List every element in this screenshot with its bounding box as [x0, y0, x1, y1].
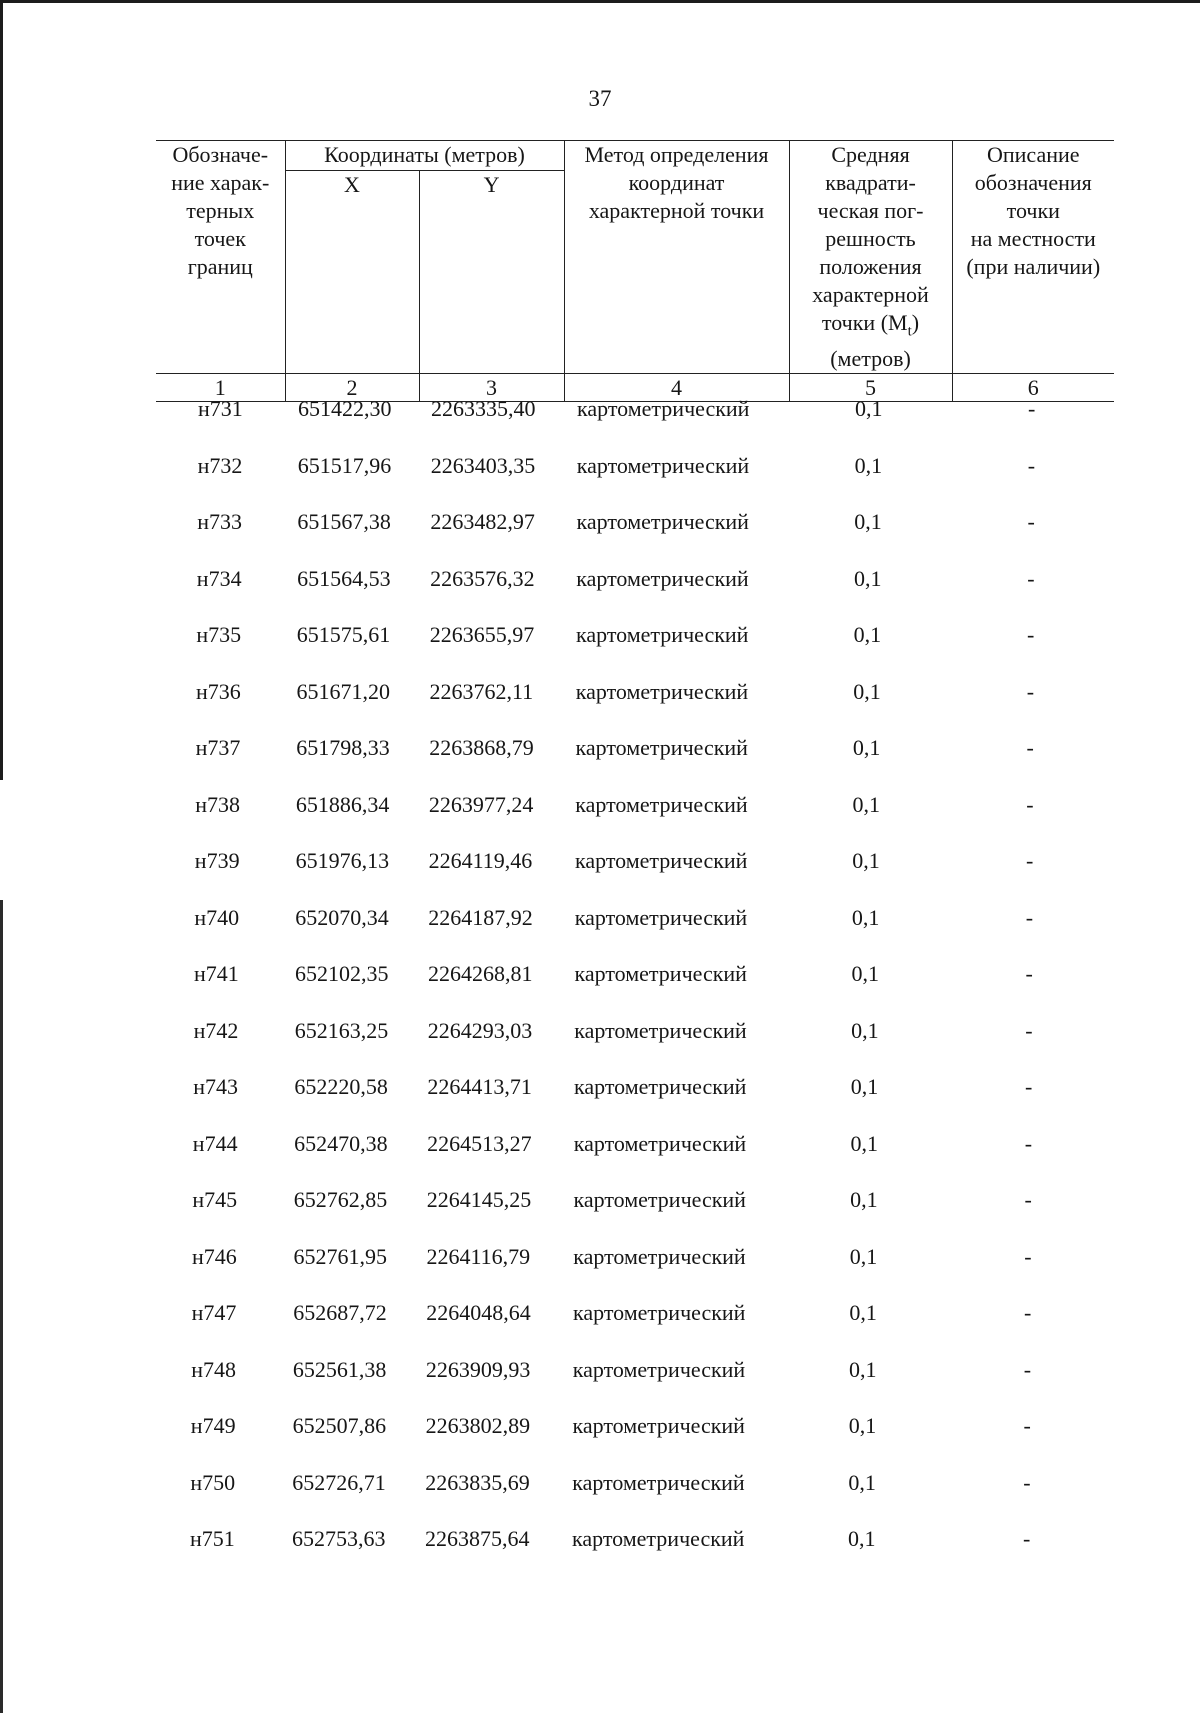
description: - [1027, 565, 1035, 591]
coord-x: 652507,86 [292, 1413, 387, 1438]
description: - [1026, 678, 1035, 704]
table-row [0, 507, 1200, 537]
description: - [1025, 1074, 1033, 1099]
error-value: 0,1 [848, 1469, 876, 1495]
method: картометрический [573, 1130, 747, 1156]
table-row [0, 1468, 1200, 1498]
coord-y: 2263802,89 [425, 1413, 531, 1438]
method: картометрический [574, 1017, 747, 1043]
error-value: 0,1 [852, 848, 880, 873]
point-id: н748 [191, 1356, 236, 1382]
description: - [1026, 791, 1034, 817]
coord-y: 2264119,46 [428, 848, 533, 873]
column-number-4: 4 [564, 374, 789, 402]
coord-y: 2263335,40 [431, 396, 536, 421]
column-number-1: 1 [156, 374, 285, 402]
column-number-5: 5 [789, 374, 952, 402]
table-row [0, 394, 1200, 424]
coord-x: 652753,63 [292, 1526, 386, 1551]
table-row [0, 1242, 1200, 1272]
description: - [1023, 1356, 1032, 1382]
method: картометрический [575, 735, 748, 760]
coord-y: 2263835,69 [425, 1469, 530, 1495]
description: - [1025, 961, 1033, 986]
coord-y: 2264187,92 [428, 904, 533, 930]
error-value: 0,1 [848, 1413, 877, 1438]
description: - [1024, 1130, 1033, 1156]
table-row [0, 620, 1200, 650]
coord-x: 651798,33 [296, 735, 390, 760]
point-id: н746 [192, 1243, 237, 1269]
error-value: 0,1 [851, 961, 879, 986]
description: - [1024, 1187, 1032, 1212]
error-value: 0,1 [855, 396, 883, 421]
coord-x: 652687,72 [293, 1300, 387, 1325]
table-row [0, 1129, 1200, 1159]
point-id: н735 [196, 622, 242, 647]
table-row [0, 677, 1200, 707]
header-mean-square-error: Средняя квадрати- ческая пог- решность положения характерной точки $(M_t)$ (метров) [789, 141, 952, 374]
table-row [0, 903, 1200, 933]
point-id: н734 [196, 565, 242, 591]
coord-x: 652070,34 [295, 904, 389, 930]
table-row [0, 1355, 1200, 1385]
coord-x: 652163,25 [294, 1017, 389, 1043]
method: картометрический [576, 622, 749, 647]
point-id: н744 [192, 1130, 238, 1156]
error-value: 0,1 [851, 904, 880, 930]
coord-y: 2264145,25 [426, 1187, 532, 1212]
error-value: 0,1 [854, 509, 882, 534]
point-id: н741 [194, 961, 239, 986]
method: картометрический [574, 961, 747, 986]
description: - [1027, 622, 1035, 647]
error-value: 0,1 [852, 791, 881, 817]
header-method: Метод определения координат характерной точки [564, 141, 789, 374]
error-value: 0,1 [848, 1526, 876, 1551]
point-id: н738 [195, 791, 240, 817]
coord-x: 651976,13 [295, 848, 390, 873]
table-row [0, 1298, 1200, 1328]
table-row [0, 1185, 1200, 1215]
coord-y: 2263868,79 [429, 735, 534, 760]
coord-y: 2263655,97 [429, 622, 535, 647]
coord-y: 2263403,35 [430, 452, 536, 478]
coord-y: 2263576,32 [430, 565, 535, 591]
method: картометрический [576, 565, 749, 591]
coord-y: 2264413,71 [427, 1074, 532, 1099]
description: - [1027, 452, 1036, 478]
error-value: 0,1 [849, 1243, 878, 1269]
coord-x: 652726,71 [292, 1469, 386, 1495]
coord-x: 652762,85 [293, 1187, 388, 1212]
coord-x: 651886,34 [295, 791, 390, 817]
method: картометрический [577, 396, 750, 421]
header-coordinates: Координаты (метров) [285, 141, 564, 171]
point-id: н750 [190, 1469, 236, 1495]
coord-x: 652761,95 [293, 1243, 387, 1269]
method: картометрический [576, 452, 750, 478]
method: картометрический [573, 1243, 746, 1269]
method: картометрический [572, 1413, 745, 1438]
coord-x: 651564,53 [297, 565, 391, 591]
error-value: 0,1 [849, 1356, 877, 1382]
coord-x: 652220,58 [294, 1074, 388, 1099]
point-id: н740 [194, 904, 240, 930]
point-id: н751 [190, 1526, 235, 1551]
method: картометрический [572, 1469, 745, 1495]
coord-y: 2264293,03 [427, 1017, 533, 1043]
description: - [1026, 735, 1034, 760]
method: картометрический [576, 509, 749, 534]
method: картометрический [575, 678, 749, 704]
point-id: н737 [195, 735, 241, 760]
header-table [156, 140, 1114, 402]
error-value: 0,1 [853, 565, 882, 591]
table-row [0, 733, 1200, 763]
method: картометрический [574, 1074, 747, 1099]
table-row [0, 790, 1200, 820]
description: - [1023, 1469, 1031, 1495]
table-row [0, 564, 1200, 594]
coord-y: 2263482,97 [430, 509, 535, 534]
header-description: Описание обозначения точки на местности (при наличии) [952, 141, 1114, 374]
coord-x: 651567,38 [297, 509, 391, 534]
point-id: н731 [198, 396, 243, 421]
error-value: 0,1 [850, 1187, 878, 1212]
description: - [1024, 1243, 1032, 1269]
coord-y: 2263977,24 [428, 791, 534, 817]
point-id: н747 [191, 1300, 237, 1325]
point-id: н732 [197, 452, 243, 478]
header-point-designation: Обозначе- ние харак- терных точек границ [156, 141, 285, 374]
coord-y: 2263875,64 [425, 1526, 530, 1551]
error-value: 0,1 [850, 1074, 879, 1099]
error-value: 0,1 [853, 678, 881, 704]
coord-x: 651671,20 [296, 678, 390, 704]
coord-x: 652561,38 [292, 1356, 387, 1382]
coord-x: 651517,96 [297, 452, 392, 478]
coord-x: 651422,30 [298, 396, 392, 421]
description: - [1028, 396, 1036, 421]
table-row [0, 451, 1200, 481]
method: картометрический [575, 848, 748, 873]
description: - [1023, 1413, 1031, 1438]
coord-x: 652102,35 [295, 961, 389, 986]
table-header [156, 140, 1114, 402]
table-row [0, 959, 1200, 989]
coord-y: 2263762,11 [429, 678, 534, 704]
description: - [1027, 509, 1035, 534]
column-number-3: 3 [419, 374, 564, 402]
coord-x: 651575,61 [296, 622, 391, 647]
error-value: 0,1 [850, 1130, 878, 1156]
point-id: н745 [192, 1187, 238, 1212]
point-id: н742 [193, 1017, 239, 1043]
description: - [1025, 904, 1034, 930]
table-row [0, 846, 1200, 876]
error-value: 0,1 [851, 1017, 879, 1043]
point-id: н743 [193, 1074, 238, 1099]
point-id: н733 [197, 509, 242, 534]
coord-y: 2263909,93 [425, 1356, 531, 1382]
error-value: 0,1 [853, 622, 882, 647]
header-y: Y [419, 170, 564, 373]
table-row [0, 1072, 1200, 1102]
scan-edge-left [0, 0, 3, 780]
description: - [1025, 1017, 1033, 1043]
coord-y: 2264116,79 [426, 1243, 531, 1269]
method: картометрический [573, 1187, 746, 1212]
method: картометрический [575, 791, 748, 817]
description: - [1023, 1526, 1031, 1551]
point-id: н749 [190, 1413, 236, 1438]
coord-y: 2264268,81 [428, 961, 533, 986]
column-number-2: 2 [285, 374, 419, 402]
coord-y: 2264048,64 [426, 1300, 531, 1325]
table-row [0, 1524, 1200, 1554]
point-id: н739 [194, 848, 240, 873]
method: картометрический [574, 904, 748, 930]
method: картометрический [573, 1300, 746, 1325]
scan-edge-top [0, 0, 1200, 3]
error-value: 0,1 [849, 1300, 877, 1325]
column-number-6: 6 [952, 374, 1114, 402]
description: - [1026, 848, 1034, 873]
point-id: н736 [196, 678, 241, 704]
coord-y: 2264513,27 [427, 1130, 532, 1156]
error-value: 0,1 [854, 452, 883, 478]
method: картометрический [572, 1526, 745, 1551]
table-row [0, 1411, 1200, 1441]
method: картометрический [572, 1356, 746, 1382]
header-x: X [285, 170, 419, 373]
page-number: 37 [588, 86, 612, 111]
table-row [0, 1016, 1200, 1046]
coord-x: 652470,38 [294, 1130, 388, 1156]
description: - [1024, 1300, 1032, 1325]
error-value: 0,1 [852, 735, 881, 760]
